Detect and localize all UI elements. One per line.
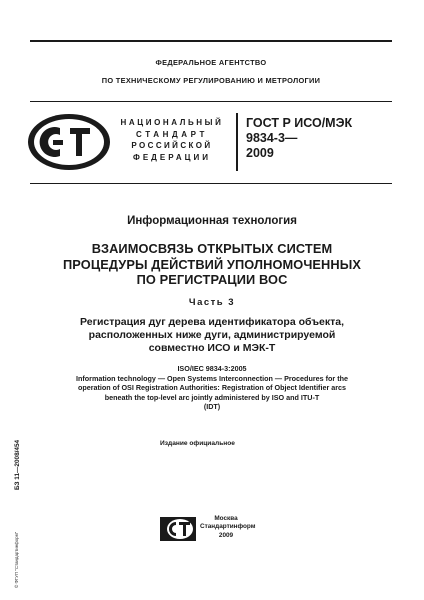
intl-title-line: Information technology — Open Systems Interconnection — Procedures for the [76,373,348,383]
standard-designation [246,116,396,161]
publisher-name: Стандартинформ [200,523,256,531]
main-title-line: ВЗАИМОСВЯЗЬ ОТКРЫТЫХ СИСТЕМ [91,241,333,256]
national-standard-label [116,117,228,163]
publication-year: 2009 [218,531,234,539]
part-subtitle [20,316,404,355]
catalog-code: БЗ 11—2008/454 [14,439,21,490]
subject-title: Информационная технология [127,215,297,227]
idt-marker: (IDT) [203,402,221,412]
designation-rule [30,183,392,184]
agency-name-line1: ФЕДЕРАЛЬНОЕ АГЕНТСТВО [155,58,267,67]
subtitle-line: Регистрация дуг дерева идентификатора объекта, [80,316,344,328]
main-title [20,241,404,288]
main-title-line: ПРОЦЕДУРЫ ДЕЙСТВИЙ УПОЛНОМОЧЕННЫХ [63,256,361,272]
designation-line: 9834-3— [246,131,298,145]
gost-r-logo-icon [26,112,112,172]
designation-line: ГОСТ Р ИСО/МЭК [246,116,353,130]
subtitle-line: расположенных ниже дуги, администрируемой [88,329,336,341]
national-standard-line: СТАНДАРТ [136,129,208,139]
standartinform-logo-icon [160,515,196,543]
part-number: Часть 3 [188,297,236,308]
national-standard-line: НАЦИОНАЛЬНЫЙ [120,118,224,127]
subtitle-line: совместно ИСО и МЭК-Т [148,342,276,354]
main-title-line: ПО РЕГИСТРАЦИИ ВОС [136,272,288,287]
agency-name-line2: ПО ТЕХНИЧЕСКОМУ РЕГУЛИРОВАНИЮ И МЕТРОЛОГИИ [101,76,321,85]
designation-line: 2009 [246,146,274,160]
publisher-block [200,515,256,540]
national-standard-line: РОССИЙСКОЙ [131,141,213,150]
intl-standard-code: ISO/IEC 9834-3:2005 [177,364,247,373]
official-edition-label: Издание официальное [160,440,235,447]
header-rule [30,101,392,102]
publisher-city: Москва [214,515,238,522]
copyright-note: © ФГУП "Стандартинформ" [14,531,19,588]
intl-title-line: beneath the top-level arc jointly administered by ISO and ITU-T [104,392,320,402]
vertical-divider [236,113,238,171]
intl-title-line: operation of OSI Registration Authorities: Registration of Object Identifier arcs [77,383,347,393]
top-rule [30,40,392,42]
national-standard-line: ФЕДЕРАЦИИ [133,152,211,162]
international-equivalent [20,364,404,412]
